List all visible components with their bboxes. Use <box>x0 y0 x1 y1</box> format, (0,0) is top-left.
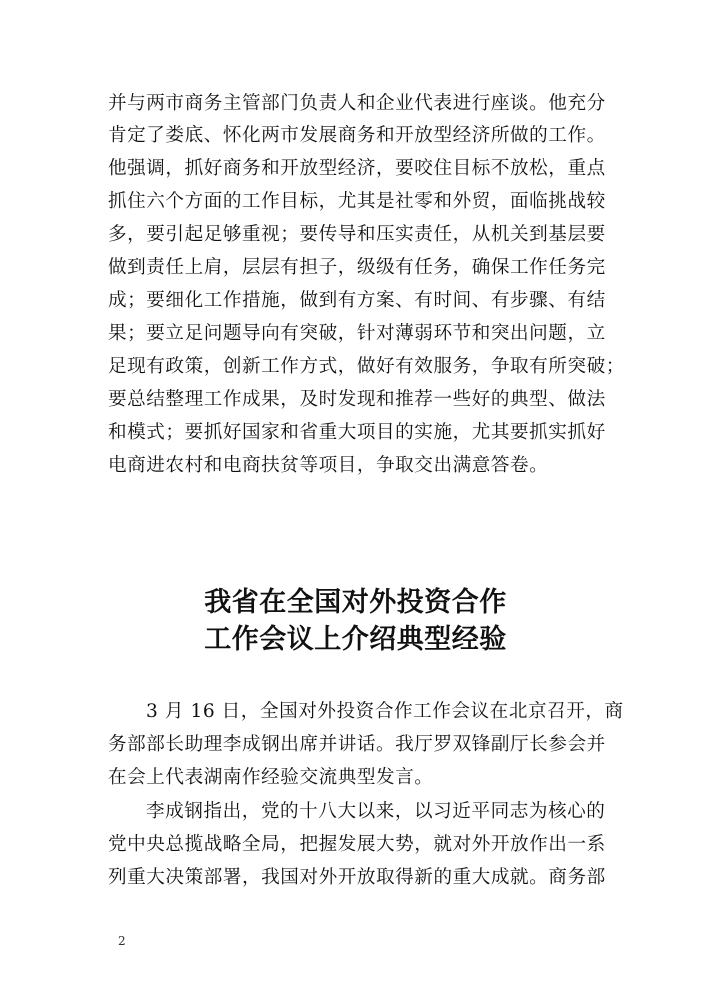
text-line: 足现有政策，创新工作方式，做好有效服务，争取有所突破； <box>108 356 625 377</box>
text-line: 要总结整理工作成果，及时发现和推荐一些好的典型、做法 <box>108 389 606 410</box>
text-line: 并与两市商务主管部门负责人和企业代表进行座谈。他充分 <box>108 93 606 114</box>
text-line: 党中央总揽战略全局，把握发展大势，就对外开放作出一系 <box>108 834 606 855</box>
article-title-line-2: 工作会议上介绍典型经验 <box>204 624 507 655</box>
text-line: 成；要细化工作措施，做到有方案、有时间、有步骤、有结 <box>108 290 606 311</box>
text-line: 在会上代表湖南作经验交流典型发言。 <box>108 767 434 788</box>
text-line: 肯定了娄底、怀化两市发展商务和开放型经济所做的工作。 <box>108 125 606 146</box>
text-line: 多，要引起足够重视；要传导和压实责任，从机关到基层要 <box>108 224 606 245</box>
article-title-line-1: 我省在全国对外投资合作 <box>204 587 507 618</box>
text-line: 电商进农村和电商扶贫等项目，争取交出满意答卷。 <box>108 455 549 476</box>
text-line: 果；要立足问题导向有突破，针对薄弱环节和突出问题，立 <box>108 323 606 344</box>
text-line: 做到责任上肩，层层有担子，级级有任务，确保工作任务完 <box>108 257 606 278</box>
page-number: 2 <box>118 934 126 948</box>
text-line: 他强调，抓好商务和开放型经济，要咬住目标不放松，重点 <box>108 158 606 179</box>
text-line: 列重大决策部署，我国对外开放取得新的重大成就。商务部 <box>108 867 606 888</box>
text-line: 抓住六个方面的工作目标，尤其是社零和外贸，面临挑战较 <box>108 191 606 212</box>
text-line: 李成钢指出，党的十八大以来，以习近平同志为核心的 <box>146 801 606 822</box>
text-line: 务部部长助理李成钢出席并讲话。我厅罗双锋副厅长参会并 <box>108 734 606 755</box>
text-line: 3 月 16 日，全国对外投资合作工作会议在北京召开，商 <box>146 701 624 722</box>
text-line: 和模式；要抓好国家和省重大项目的实施，尤其要抓实抓好 <box>108 422 606 443</box>
